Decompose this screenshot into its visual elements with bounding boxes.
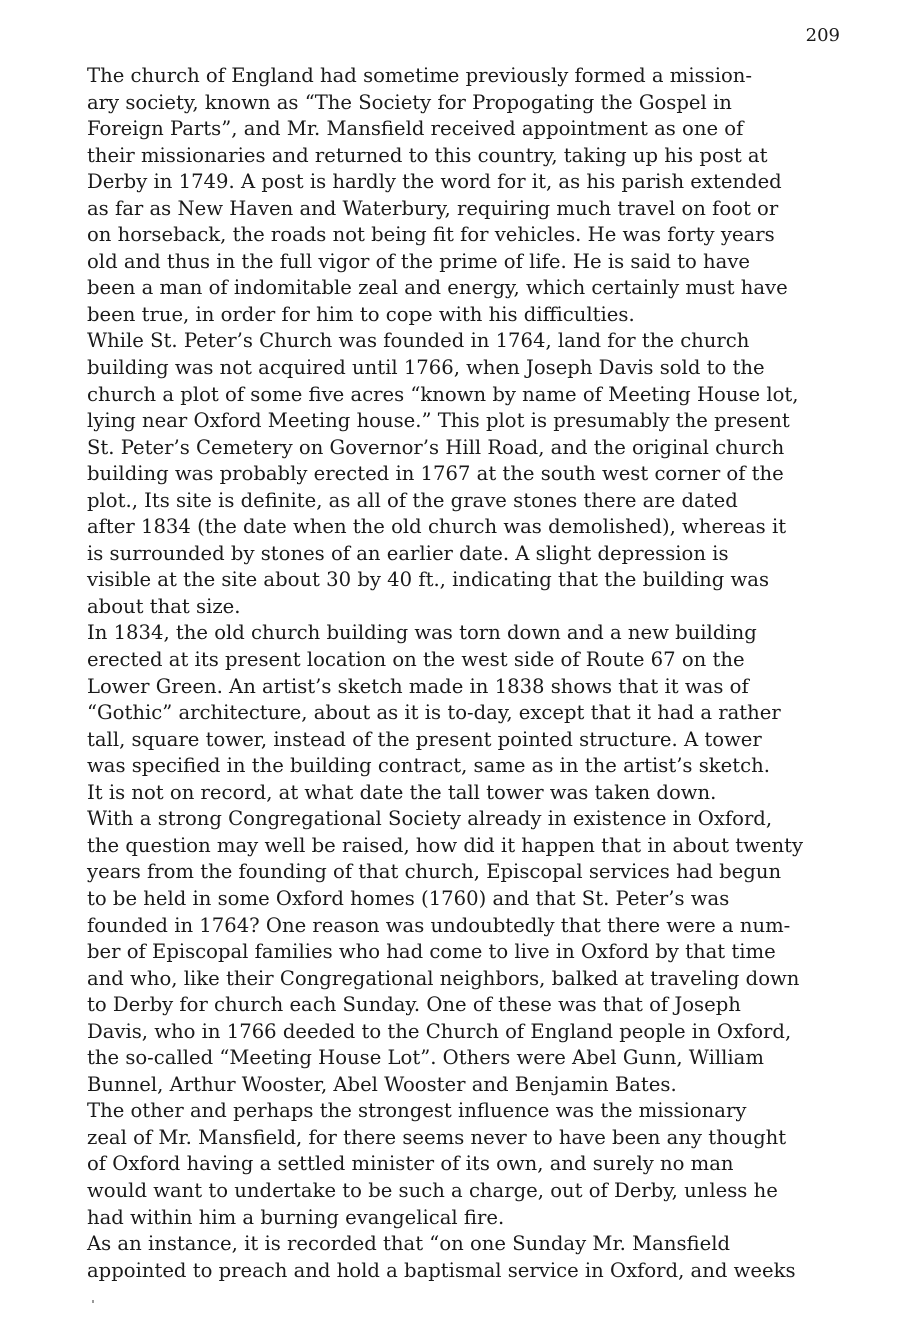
paragraph [52,1231,852,1284]
text-line: It is not on record, at what date the tall tower was taken down. [87,780,717,804]
text-line: erected at its present location on the west side of Route 67 on the [87,648,745,672]
text-line: While St. Peter’s Church was founded in 1764, land for the church [87,329,750,353]
paragraph [52,620,852,806]
text-line: The church of England had sometime previously formed a mission- [87,64,753,87]
text-line: Lower Green. An artist’s sketch made in 1838 shows that it was of [87,674,749,698]
text-line: ber of Episcopal families who had come to live in Oxford by that time [87,940,776,964]
text-line: building was probably erected in 1767 at the south west corner of the [87,462,784,486]
text-line: as far as New Haven and Waterbury, requiring much travel on foot or [87,196,779,220]
text-line: their missionaries and returned to this country, taking up his post at [87,143,768,167]
text-line: building was not acquired until 1766, when Joseph Davis sold to the [87,356,765,380]
text-line: old and thus in the full vigor of the prime of life. He is said to have [87,249,751,273]
text-line: Foreign Parts”, and Mr. Mansfield received appointment as one of [87,117,744,141]
text-line: Davis, who in 1766 deeded to the Church of England people in Oxford, [87,1019,792,1043]
paragraph [52,1098,852,1231]
text-line: after 1834 (the date when the old church was demolished), whereas it [87,515,787,539]
text-line: the question may well be raised, how did it happen that in about twenty [87,833,804,857]
text-line: to Derby for church each Sunday. One of these was that of Joseph [87,993,741,1017]
text-line: been true, in order for him to cope with his difficulties. [87,302,635,326]
text-line: years from the founding of that church, Episcopal services had begun [87,860,782,884]
paragraph [52,328,852,620]
text-line: would want to undertake to be such a charge, out of Derby, unless he [87,1178,778,1202]
text-line: With a strong Congregational Society already in existence in Oxford, [87,807,773,831]
text-line: appointed to preach and hold a baptismal service in Oxford, and weeks [87,1258,796,1282]
text-line: plot., Its site is definite, as all of the grave stones there are dated [87,488,738,512]
text-line: founded in 1764? One reason was undoubtedly that there were a num- [87,913,791,937]
text-line: about that size. [87,594,241,618]
body-text [52,63,852,1284]
text-line: lying near Oxford Meeting house.” This plot is presumably the present [87,409,790,433]
text-line: had within him a burning evangelical fire. [87,1205,505,1229]
paragraph [52,63,852,328]
scan-speck [92,1300,94,1303]
text-line: zeal of Mr. Mansfield, for there seems never to have been any thought [87,1125,787,1149]
text-line: In 1834, the old church building was torn down and a new building [87,621,757,645]
text-line: on horseback, the roads not being fit for vehicles. He was forty years [87,223,775,247]
text-line: the so-called “Meeting House Lot”. Others were Abel Gunn, William [87,1046,764,1070]
text-line: of Oxford having a settled minister of its own, and surely no man [87,1152,734,1176]
text-line: and who, like their Congregational neighbors, balked at traveling down [87,966,800,990]
text-line: St. Peter’s Cemetery on Governor’s Hill Road, and the original church [87,435,785,459]
text-line: tall, square tower, instead of the present pointed structure. A tower [87,727,762,751]
paragraph [52,806,852,1098]
text-line: The other and perhaps the strongest influence was the missionary [87,1099,747,1123]
text-line: Bunnel, Arthur Wooster, Abel Wooster and Benjamin Bates. [87,1072,677,1096]
text-line: to be held in some Oxford homes (1760) and that St. Peter’s was [87,886,730,910]
text-line: As an instance, it is recorded that “on one Sunday Mr. Mansfield [87,1232,731,1256]
text-line: visible at the site about 30 by 40 ft., indicating that the building was [87,568,770,592]
page-number: 209 [805,25,840,46]
text-line: was specified in the building contract, same as in the artist’s sketch. [87,754,770,778]
text-line: ary society, known as “The Society for Propogating the Gospel in [87,90,732,114]
text-line: church a plot of some five acres “known by name of Meeting House lot, [87,382,799,406]
text-line: been a man of indomitable zeal and energy, which certainly must have [87,276,788,300]
text-line: “Gothic” architecture, about as it is to-day, except that it had a rather [87,701,781,725]
text-line: Derby in 1749. A post is hardly the word for it, as his parish extended [87,170,782,194]
text-line: is surrounded by stones of an earlier date. A slight depression is [87,541,729,565]
